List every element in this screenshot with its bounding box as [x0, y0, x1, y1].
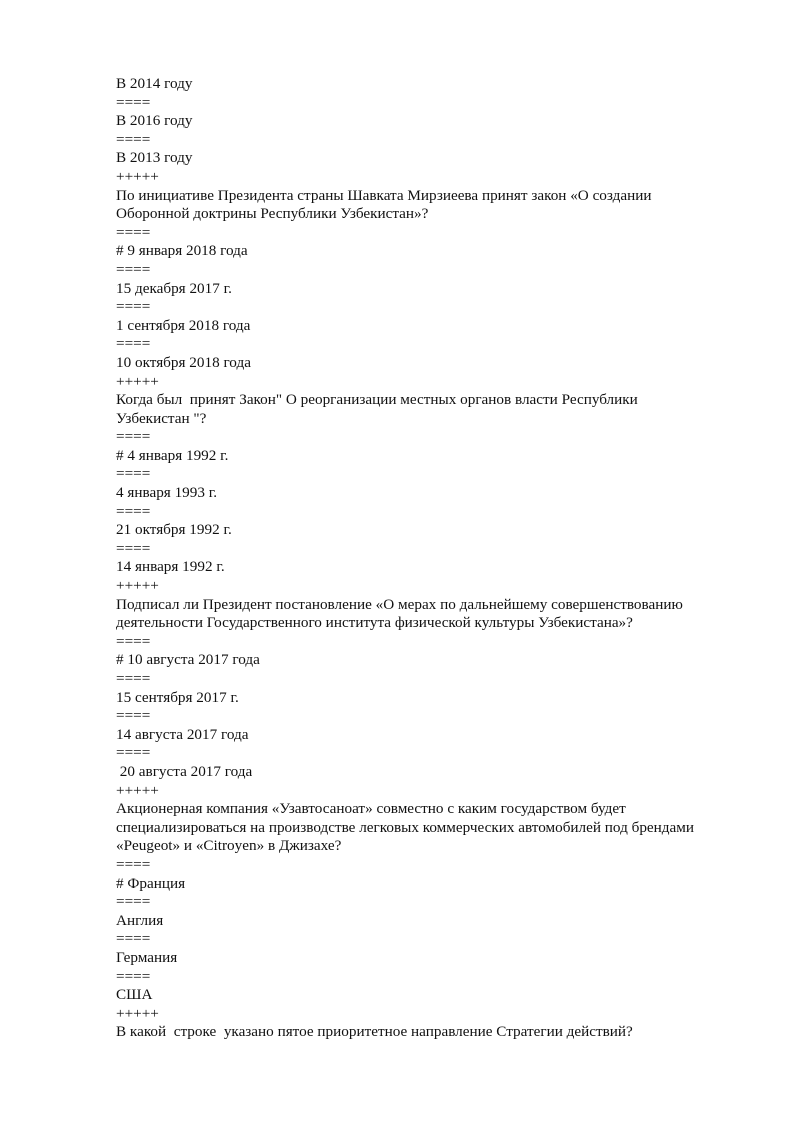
text-line: В 2016 году [116, 112, 193, 130]
question-text: В какой строке указано пятое приоритетное направление Стратегии действий? [116, 1023, 633, 1041]
question-separator: +++++ [116, 372, 159, 390]
answer-option: 14 января 1992 г. [116, 558, 225, 576]
answer-option: США [116, 986, 153, 1004]
answer-option: Англия [116, 911, 164, 929]
separator-line: ==== [116, 260, 151, 278]
separator-line: ==== [116, 632, 151, 650]
answer-option: Германия [116, 948, 178, 966]
answer-option: 20 августа 2017 года [116, 762, 253, 780]
separator-line: ==== [116, 744, 151, 762]
answer-option: 10 октября 2018 года [116, 353, 251, 371]
answer-option: 1 сентября 2018 года [116, 316, 251, 334]
question-separator: +++++ [116, 781, 159, 799]
separator-line: ==== [116, 93, 151, 111]
separator-line: ==== [116, 670, 151, 687]
question-text: Узбекистан "? [116, 409, 207, 427]
separator-line: ==== [116, 855, 151, 873]
correct-answer: # 10 августа 2017 года [116, 651, 260, 669]
separator-line: ==== [116, 223, 151, 241]
separator-line: ==== [116, 930, 151, 948]
question-text: По инициативе Президента страны Шавката Мирзиеева принят закон «О создании [116, 186, 652, 204]
answer-option: 21 октября 1992 г. [116, 521, 232, 539]
answer-option: 15 декабря 2017 г. [116, 279, 232, 297]
separator-line: ==== [116, 893, 151, 911]
separator-line: ==== [116, 130, 151, 148]
document-body [116, 75, 756, 1042]
separator-line: ==== [116, 502, 151, 520]
question-text: Акционерная компания «Узавтосаноат» совместно с каким государством будет [116, 800, 626, 818]
text-line: В 2013 году [116, 149, 193, 167]
separator-line: ==== [116, 298, 151, 316]
question-separator: +++++ [116, 167, 159, 185]
separator-line: ==== [116, 465, 151, 483]
answer-option: 15 сентября 2017 г. [116, 688, 239, 706]
question-text: Подписал ли Президент постановление «О мерах по дальнейшему совершенствованию [116, 595, 683, 613]
text-line: В 2014 году [116, 75, 193, 92]
separator-line: ==== [116, 335, 151, 353]
separator-line: ==== [116, 428, 151, 446]
question-text: Когда был принят Закон" О реорганизации местных органов власти Республики [116, 391, 638, 409]
correct-answer: # Франция [116, 874, 186, 892]
separator-line: ==== [116, 539, 151, 557]
answer-option: 4 января 1993 г. [116, 484, 218, 502]
question-separator: +++++ [116, 577, 159, 595]
answer-option: 14 августа 2017 года [116, 725, 249, 743]
question-text: «Peugeot» и «Citroyen» в Джизахе? [116, 837, 342, 855]
question-text: деятельности Государственного института физической культуры Узбекистана»? [116, 614, 633, 632]
question-text: специализироваться на производстве легковых коммерческих автомобилей под брендами [116, 818, 695, 836]
separator-line: ==== [116, 967, 151, 985]
question-separator: +++++ [116, 1004, 159, 1022]
correct-answer: # 9 января 2018 года [116, 242, 248, 260]
question-text: Оборонной доктрины Республики Узбекистан»? [116, 205, 429, 223]
separator-line: ==== [116, 707, 151, 725]
correct-answer: # 4 января 1992 г. [116, 446, 229, 464]
